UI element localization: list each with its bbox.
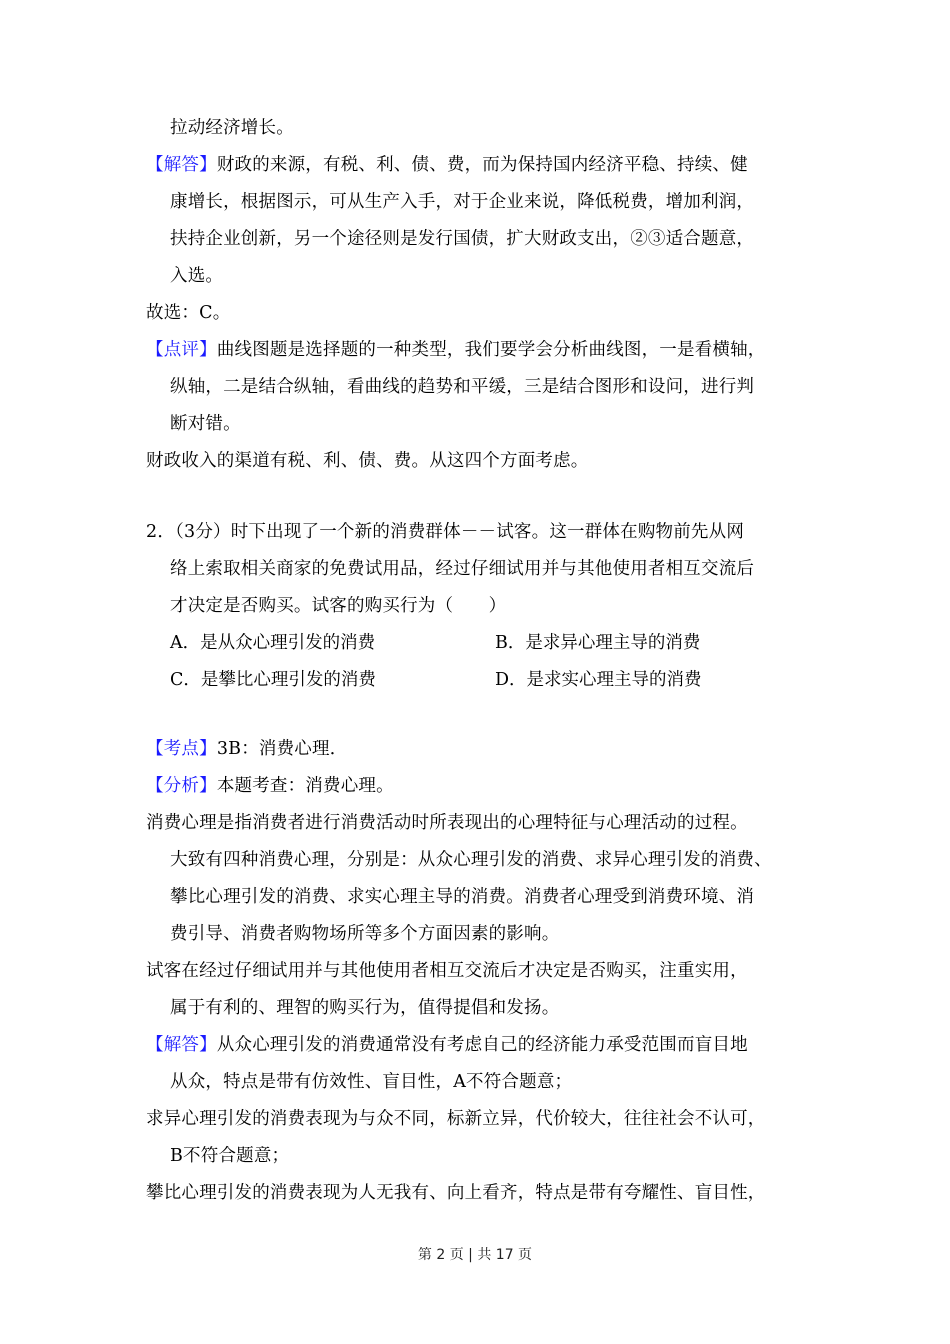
answer2-tag: 【解答】 (146, 1035, 217, 1055)
analysis-paragraph (146, 774, 394, 798)
question-stem: 才决定是否购买。试客的购买行为（ ） (170, 596, 507, 616)
comment-line: 纵轴，二是结合纵轴，看曲线的趋势和平缓，三是结合图形和设问，进行判 (170, 377, 755, 397)
summary-text: 财政收入的渠道有税、利、债、费。从这四个方面考虑。 (146, 451, 589, 471)
option-a: A．是从众心理引发的消费 (170, 633, 376, 653)
answer2-line: 求异心理引发的消费表现为与众不同，标新立异，代价较大，往往社会不认可， (146, 1109, 766, 1129)
answer-line: 扶持企业创新，另一个途径则是发行国债，扩大财政支出，②③适合题意， (170, 229, 755, 249)
answer-tag: 【解答】 (146, 155, 217, 175)
analysis-line: 消费心理是指消费者进行消费活动时所表现出的心理特征与心理活动的过程。 (146, 813, 748, 833)
comment-tag: 【点评】 (146, 340, 217, 360)
question-stem: 络上索取相关商家的免费试用品，经过仔细试用并与其他使用者相互交流后 (170, 559, 755, 579)
analysis-tag: 【分析】 (146, 776, 217, 796)
page-footer: 第 2 页 | 共 17 页 (417, 1247, 533, 1263)
answer2-paragraph (146, 1033, 748, 1057)
answer-line: 康增长，根据图示，可从生产入手，对于企业来说，降低税费，增加利润， (170, 192, 755, 212)
option-b: B．是求异心理主导的消费 (495, 633, 701, 653)
choice-text: 故选：C。 (146, 303, 231, 323)
answer2-line: B不符合题意； (170, 1146, 290, 1166)
kaodian-paragraph (146, 737, 347, 761)
kaodian-tag: 【考点】 (146, 739, 217, 759)
analysis-line: 属于有利的、理智的购买行为，值得提倡和发扬。 (170, 998, 560, 1018)
analysis-text: 本题考查：消费心理。 (216, 776, 394, 796)
kaodian-text: 3B：消费心理． (216, 739, 348, 759)
answer2-line: 从众，特点是带有仿效性、盲目性，A不符合题意； (170, 1072, 573, 1092)
comment-line: 曲线图题是选择题的一种类型，我们要学会分析曲线图，一是看横轴， (216, 340, 766, 360)
answer-line: 入选。 (170, 266, 224, 286)
analysis-line: 大致有四种消费心理，分别是：从众心理引发的消费、求异心理引发的消费、 (170, 850, 772, 870)
answer2-line: 从众心理引发的消费通常没有考虑自己的经济能力承受范围而盲目地 (216, 1035, 748, 1055)
answer-line: 财政的来源，有税、利、债、费，而为保持国内经济平稳、持续、健 (216, 155, 748, 175)
comment-line: 断对错。 (170, 414, 241, 434)
answer2-line: 攀比心理引发的消费表现为人无我有、向上看齐，特点是带有夸耀性、盲目性， (146, 1183, 766, 1203)
analysis-line: 试客在经过仔细试用并与其他使用者相互交流后才决定是否购买，注重实用， (146, 961, 748, 981)
option-c: C．是攀比心理引发的消费 (170, 670, 376, 690)
option-d: D．是求实心理主导的消费 (495, 670, 702, 690)
answer-paragraph (146, 153, 748, 177)
comment-paragraph (146, 338, 766, 362)
continuation-text: 拉动经济增长。 (170, 118, 294, 138)
question-stem: 2．（3分）时下出现了一个新的消费群体－－试客。这一群体在购物前先从网 (146, 522, 745, 542)
analysis-line: 费引导、消费者购物场所等多个方面因素的影响。 (170, 924, 560, 944)
analysis-line: 攀比心理引发的消费、求实心理主导的消费。消费者心理受到消费环境、消 (170, 887, 755, 907)
